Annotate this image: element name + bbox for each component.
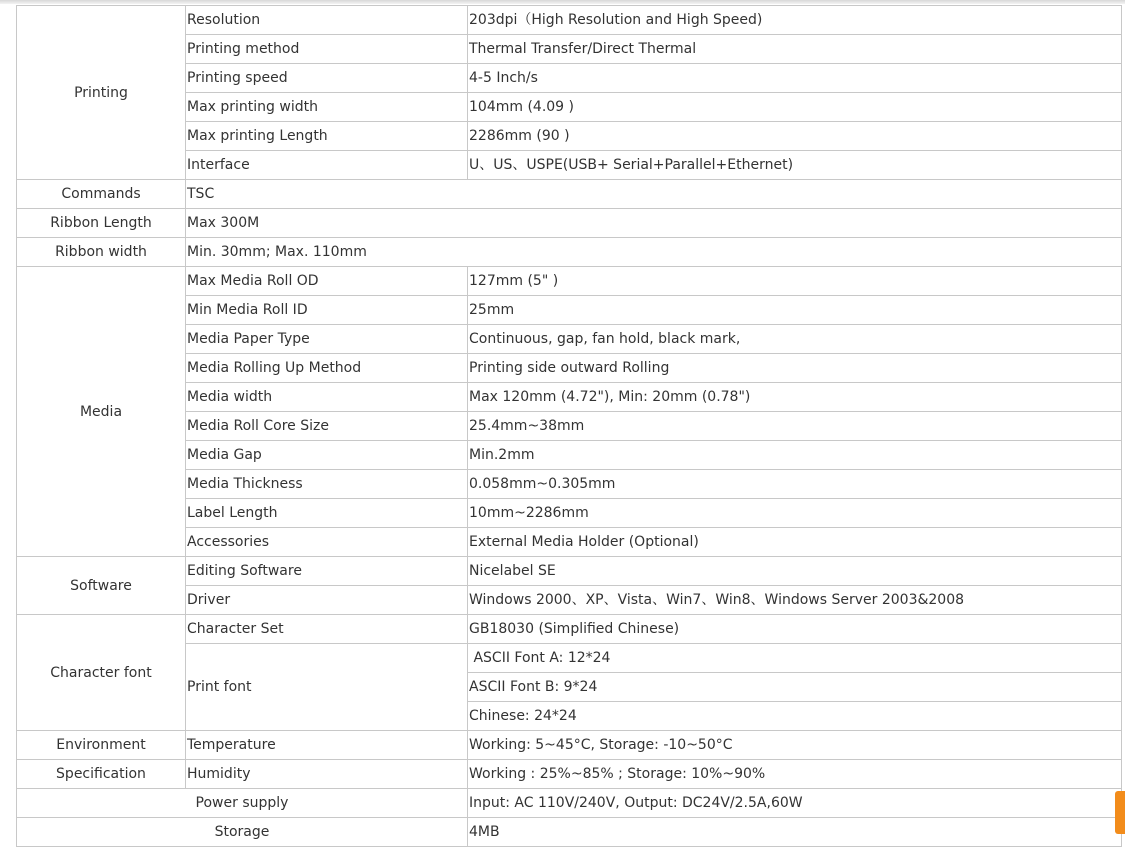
category-software: Software (17, 557, 186, 615)
spec-value: Input: AC 110V/240V, Output: DC24V/2.5A,60W (468, 789, 1122, 818)
spec-value: Working: 5~45°C, Storage: -10~50°C (468, 731, 1122, 760)
spec-label: Max printing width (186, 93, 468, 122)
table-row (17, 760, 1122, 789)
category-specification: Specification (17, 760, 186, 789)
spec-value: 4MB (468, 818, 1122, 847)
spec-label: Humidity (186, 760, 468, 789)
table-row (17, 557, 1122, 586)
spec-label: Print font (186, 644, 468, 731)
spec-value: Nicelabel SE (468, 557, 1122, 586)
table-row (17, 818, 1122, 847)
spec-label: Media width (186, 383, 468, 412)
spec-value: ASCII Font B: 9*24 (468, 673, 1122, 702)
spec-value: 104mm (4.09 ) (468, 93, 1122, 122)
table-row (17, 789, 1122, 818)
spec-table (16, 5, 1122, 847)
top-shadow-bar (0, 0, 1125, 4)
spec-label: Accessories (186, 528, 468, 557)
table-row (17, 209, 1122, 238)
category-media: Media (17, 267, 186, 557)
table-row (17, 180, 1122, 209)
spec-value: TSC (186, 180, 1122, 209)
category-ribbon-length: Ribbon Length (17, 209, 186, 238)
spec-value: 4-5 Inch/s (468, 64, 1122, 93)
table-row (17, 731, 1122, 760)
spec-value: 10mm~2286mm (468, 499, 1122, 528)
spec-label: Temperature (186, 731, 468, 760)
spec-label: Label Length (186, 499, 468, 528)
spec-label: Min Media Roll ID (186, 296, 468, 325)
spec-value: Max 120mm (4.72"), Min: 20mm (0.78") (468, 383, 1122, 412)
category-environment: Environment (17, 731, 186, 760)
spec-label: Character Set (186, 615, 468, 644)
category-commands: Commands (17, 180, 186, 209)
spec-value: 25mm (468, 296, 1122, 325)
spec-value: 0.058mm~0.305mm (468, 470, 1122, 499)
spec-value: Working : 25%~85% ; Storage: 10%~90% (468, 760, 1122, 789)
spec-label: Media Gap (186, 441, 468, 470)
spec-value: Min. 30mm; Max. 110mm (186, 238, 1122, 267)
spec-label: Printing speed (186, 64, 468, 93)
spec-label: Media Rolling Up Method (186, 354, 468, 383)
table-row (17, 267, 1122, 296)
table-row (17, 6, 1122, 35)
spec-value: 2286mm (90 ) (468, 122, 1122, 151)
spec-value: Continuous, gap, fan hold, black mark, (468, 325, 1122, 354)
spec-value: 203dpi（High Resolution and High Speed) (468, 6, 1122, 35)
category-character-font: Character font (17, 615, 186, 731)
spec-label: Max Media Roll OD (186, 267, 468, 296)
category-ribbon-width: Ribbon width (17, 238, 186, 267)
spec-label: Editing Software (186, 557, 468, 586)
spec-value: Min.2mm (468, 441, 1122, 470)
spec-value: Printing side outward Rolling (468, 354, 1122, 383)
spec-value: 25.4mm~38mm (468, 412, 1122, 441)
spec-label: Printing method (186, 35, 468, 64)
back-to-top-tab[interactable] (1115, 791, 1125, 834)
spec-value: GB18030 (Simplified Chinese) (468, 615, 1122, 644)
spec-label: Resolution (186, 6, 468, 35)
spec-value: U、US、USPE(USB+ Serial+Parallel+Ethernet) (468, 151, 1122, 180)
spec-value: Chinese: 24*24 (468, 702, 1122, 731)
spec-label: Power supply (17, 789, 468, 818)
spec-label: Max printing Length (186, 122, 468, 151)
category-printing: Printing (17, 6, 186, 180)
spec-value: ASCII Font A: 12*24 (468, 644, 1122, 673)
table-row (17, 615, 1122, 644)
spec-label: Media Roll Core Size (186, 412, 468, 441)
spec-value: Windows 2000、XP、Vista、Win7、Win8、Windows Server 2003&2008 (468, 586, 1122, 615)
spec-value: 127mm (5" ) (468, 267, 1122, 296)
spec-value: External Media Holder (Optional) (468, 528, 1122, 557)
spec-value: Thermal Transfer/Direct Thermal (468, 35, 1122, 64)
spec-label: Media Paper Type (186, 325, 468, 354)
spec-label: Media Thickness (186, 470, 468, 499)
table-row (17, 238, 1122, 267)
spec-label: Interface (186, 151, 468, 180)
spec-label: Driver (186, 586, 468, 615)
spec-value: Max 300M (186, 209, 1122, 238)
spec-label: Storage (17, 818, 468, 847)
